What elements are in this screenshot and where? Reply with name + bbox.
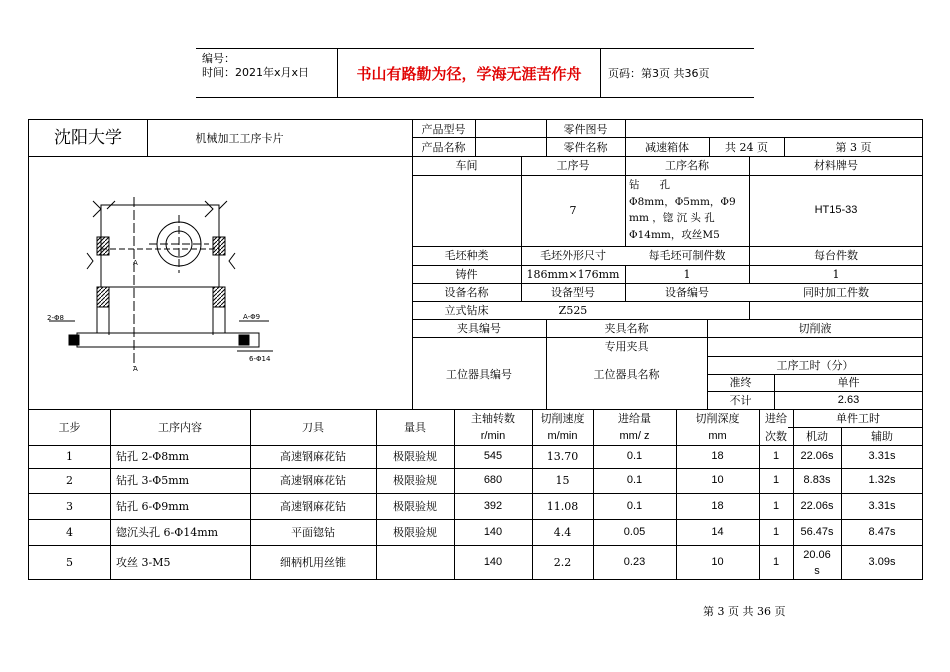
product-model-label: 产品型号 (421, 122, 466, 136)
cell-feed: 0.1 (626, 499, 643, 512)
doc-time-label: 时间：2021年x月x日 (202, 66, 310, 79)
cell-no: 3 (66, 499, 73, 513)
equip-name: 立式钻床 (444, 303, 489, 317)
section-mark: A (133, 259, 138, 267)
product-name-label: 产品名称 (421, 140, 466, 154)
op-name-line: Φ8mm，Φ5mm，Φ9 (629, 195, 736, 208)
cell-machine: 22.06s (800, 450, 834, 462)
equip-no-label: 设备编号 (665, 285, 709, 299)
per-unit-label: 每台件数 (814, 249, 858, 262)
blank-dim: 186mm×176mm (526, 267, 620, 281)
spindle-header: 主轴转数 (471, 411, 515, 425)
fixture-name-label: 夹具名称 (604, 321, 649, 335)
per-blank: 1 (683, 267, 691, 281)
part-drawing (29, 157, 411, 409)
cell-tool: 高速钢麻花钻 (280, 499, 346, 513)
equip-model-label: 设备型号 (551, 285, 595, 299)
op-name-line: 钻 孔 (629, 179, 671, 191)
cell-speed: 11.08 (546, 499, 579, 513)
cell-no: 2 (66, 474, 73, 487)
material: HT15-33 (814, 204, 858, 216)
total-pages: 共 24 页 (725, 140, 768, 154)
station-name-label: 工位器具名称 (593, 367, 660, 381)
cell-gauge: 极限验规 (393, 499, 437, 513)
cell-passes: 1 (772, 525, 780, 538)
per-unit: 1 (832, 267, 840, 281)
cell-feed: 0.05 (623, 525, 646, 538)
cell-passes: 1 (772, 499, 780, 512)
machine-header: 机动 (806, 429, 828, 443)
page-no: 第 3 页 (835, 140, 872, 154)
cell-depth: 18 (711, 499, 724, 512)
equip-name-label: 设备名称 (444, 285, 489, 299)
part-drawing-label: 零件图号 (563, 122, 608, 136)
cell-speed: 2.2 (553, 556, 572, 569)
simul-label: 同时加工件数 (803, 285, 869, 299)
part-name-label: 零件名称 (563, 140, 608, 154)
cell-machine: 56.47s (800, 525, 834, 538)
prep-label: 准终 (729, 376, 752, 389)
cell-spindle: 545 (483, 450, 503, 462)
op-name-line: Φ14mm，攻丝M5 (629, 228, 720, 241)
process-card (28, 119, 923, 580)
unit-time-label: 单件 (837, 376, 860, 389)
cell-speed: 13.70 (546, 450, 579, 463)
blank-type: 铸件 (455, 267, 478, 281)
equip-model: Z525 (558, 303, 588, 317)
cell-feed: 0.1 (626, 450, 643, 462)
material-label: 材料牌号 (814, 159, 858, 172)
cell-tool: 平面锪钻 (291, 525, 335, 539)
prep-value: 不计 (729, 393, 752, 407)
doc-meta (196, 49, 338, 97)
cell-content: 钻孔 3-Φ5mm (116, 474, 190, 487)
section-mark: A (133, 365, 138, 373)
cell-feed: 0.1 (626, 474, 643, 486)
cell-no: 4 (66, 525, 73, 539)
callout-right-bottom: 6-Φ14 (249, 355, 271, 363)
callout-left: 2-Φ8 (47, 314, 64, 322)
cell-passes: 1 (772, 556, 780, 568)
doc-number-label: 编号： (202, 52, 235, 65)
cell-content: 钻孔 6-Φ9mm (116, 499, 190, 513)
op-no: 7 (569, 204, 577, 217)
cell-gauge: 极限验规 (393, 525, 437, 539)
op-name-label: 工序名称 (665, 159, 709, 172)
passes-unit: 次数 (765, 429, 787, 443)
cell-tool: 高速钢麻花钻 (280, 474, 346, 487)
depth-header: 切削深度 (695, 411, 740, 425)
fixture-name: 专用夹具 (604, 340, 649, 353)
cell-tool: 细柄机用丝锥 (280, 556, 346, 569)
op-name (629, 177, 745, 243)
cell-spindle: 680 (483, 474, 503, 486)
unit-time-value: 2.63 (837, 393, 860, 406)
step-header: 工步 (58, 420, 81, 434)
workshop-label: 车间 (455, 159, 478, 172)
page-label: 页码：第3页 共36页 (608, 67, 710, 80)
cell-aux: 3.31s (868, 499, 896, 512)
cell-aux: 8.47s (868, 525, 896, 538)
cell-machine: 20.06 s (803, 548, 831, 577)
aux-header: 辅助 (871, 429, 893, 443)
cell-content: 攻丝 3-M5 (116, 556, 171, 569)
cell-aux: 1.32s (868, 474, 896, 486)
cell-content: 钻孔 2-Φ8mm (116, 450, 190, 463)
cell-speed: 4.4 (553, 525, 572, 539)
blank-type-label: 毛坯种类 (444, 249, 489, 262)
content-header: 工序内容 (158, 420, 202, 434)
feed-header: 进给量 (618, 411, 651, 425)
cell-gauge: 极限验规 (393, 474, 437, 487)
feed-unit: mm/ z (619, 429, 650, 442)
spindle-unit: r/min (480, 429, 506, 442)
cell-tool: 高速钢麻花钻 (280, 450, 346, 463)
cell-depth: 10 (711, 556, 724, 568)
coolant-label: 切削液 (798, 321, 832, 335)
base-plate (77, 333, 259, 347)
cell-spindle: 140 (483, 525, 503, 538)
station-no-label: 工位器具编号 (446, 367, 512, 381)
part-name: 减速箱体 (645, 140, 689, 154)
cell-content: 锪沉头孔 6-Φ14mm (116, 525, 219, 539)
cell-aux: 3.31s (868, 450, 896, 462)
cell-no: 1 (66, 450, 73, 463)
cell-depth: 18 (711, 450, 724, 462)
cell-passes: 1 (772, 450, 780, 462)
op-time-label: 工序工时（分） (776, 358, 854, 372)
page-footer: 第 3 页 共 36 页 (703, 605, 786, 618)
cell-gauge: 极限验规 (393, 450, 437, 463)
per-blank-label: 每毛坯可制件数 (648, 249, 726, 262)
speed-header: 切削速度 (540, 411, 585, 425)
cell-depth: 10 (711, 474, 724, 486)
cell-gauge (376, 545, 454, 580)
motto: 书山有路勤为径，学海无涯苦作舟 (338, 49, 601, 97)
tool-header: 刀具 (302, 420, 324, 434)
cell-depth: 14 (711, 525, 724, 538)
document-header (196, 48, 754, 98)
op-name-line: mm ，锪 沉 头 孔 (629, 212, 715, 224)
op-no-label: 工序号 (556, 159, 590, 172)
depth-unit: mm (708, 429, 727, 442)
cell-machine: 22.06s (800, 499, 834, 512)
cell-no: 5 (66, 556, 73, 569)
cell-passes: 1 (772, 474, 780, 486)
cell-feed: 0.23 (623, 556, 646, 568)
card-title: 机械加工工序卡片 (195, 131, 284, 145)
blank-dim-label: 毛坯外形尺寸 (540, 249, 606, 262)
cell-spindle: 392 (483, 499, 503, 512)
cell-aux: 3.09s (868, 556, 896, 568)
fixture-no-label: 夹具编号 (457, 321, 501, 335)
gauge-header: 量具 (404, 420, 426, 434)
school-name: 沈阳大学 (54, 127, 122, 148)
callout-right-top: A-Φ9 (243, 313, 261, 321)
passes-header: 进给 (765, 411, 787, 425)
speed-unit: m/min (547, 429, 578, 442)
unit-time-header: 单件工时 (836, 411, 880, 425)
cell-speed: 15 (555, 474, 570, 487)
cell-spindle: 140 (483, 556, 503, 568)
cell-machine: 8.83s (803, 474, 831, 486)
